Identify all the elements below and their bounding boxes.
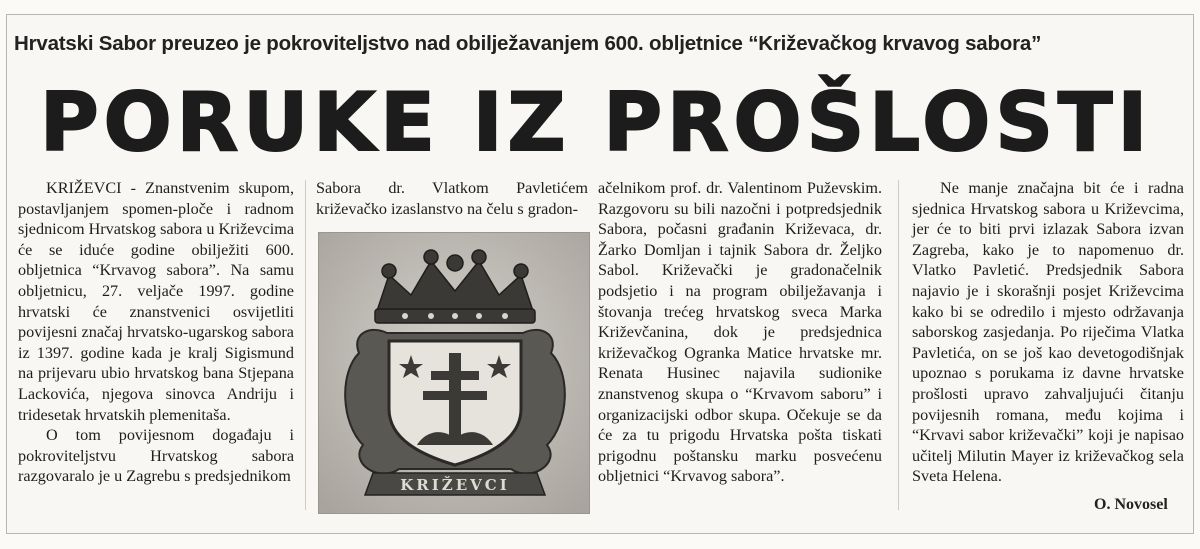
coat-of-arms-icon <box>319 233 590 514</box>
article-headline: PORUKE IZ PROŠLOSTI <box>40 76 1153 169</box>
article-kicker: Hrvatski Sabor preuzeo je pokroviteljstvo nad obilježavanjem 600. obljetnice “Križevačkog krvavog sabora” <box>14 32 1042 55</box>
article-column-1 <box>18 178 294 487</box>
paragraph: Sabora dr. Vlatkom Pavletićem križevačko izaslanstvo na čelu s gradon- <box>316 179 588 218</box>
paragraph: ačelnikom prof. dr. Valentinom Puževskim. Razgovoru su bili nazočni i potpredsjednik Sabora, počasni građanin Križevaca, dr. Žarko Domljan i tajnik Sabora dr. Željko Sabol. Križevački je gradonačelnik podsjetio i na program obilježavanja i štovanja trećeg hrvatskog sveca Marka Križevčanina, dok je predsjednica križevačkog Ogranka Matice hrvatske mr. Renata Husinec najavila sudionike znanstvenog skupa o “Krvavom saboru” i organizacijski odbor skupa. Očekuje se da će za tu prigodu Hrvatska pošta tiskati prigodnu poštansku marku posvećenu obljetnici “Krvavog sabora”. <box>598 179 882 486</box>
column-divider <box>305 180 306 510</box>
article-column-2 <box>316 178 588 219</box>
paragraph: O tom povijesnom događaju i pokroviteljstvu Hrvatskog sabora razgovaralo je u Zagrebu s predsjednikom <box>18 426 294 486</box>
article-column-4 <box>912 178 1184 487</box>
article-byline: O. Novosel <box>1094 496 1168 513</box>
article-column-3 <box>598 178 882 487</box>
coat-of-arms-photo <box>318 232 590 514</box>
paragraph: KRIŽEVCI - Znanstvenim skupom, postavljanjem spomen-ploče i radnom sjednicom Hrvatskog sabora u Križevcima će se iduće godine obilježiti 600. obljetnica “Krvavog sabora”. Na samu obljetnicu, 27. veljače 1997. godine hrvatski će znanstvenici osvijetliti povijesni značaj hrvatsko-ugarskog sabora iz 1397. godine kada je kralj Sigismund na prijevaru ubio hrvatskog bana Stjepana Lackovića, njegova sinovca Andriju i tridesetak hrvatskih plemenitaša. <box>18 179 295 424</box>
column-divider <box>898 180 899 510</box>
banner-text: KRIŽEVCI <box>400 476 510 494</box>
paragraph: Ne manje značajna bit će i radna sjednica Hrvatskog sabora u Križevcima, jer će to biti prvi izlazak Sabora izvan Zagreba, kako je to napomenuo dr. Vlatko Pavletić. Predsjednik Sabora najavio je i skorašnji posjet Križevcima kako bi se odredilo i mjesto održavanja saborskog zasjedanja. Po riječima Vlatka Pavletića, on se još kao devetogodišnjak upoznao s porukama iz davne hrvatske prošlosti upravo zahvaljujući čitanju povijesnih romana, među kojima i “Krvavi sabor križevački” koji je napisao učitelj Milutin Mayer iz križevačkog sela Sveta Helena. <box>912 179 1184 486</box>
